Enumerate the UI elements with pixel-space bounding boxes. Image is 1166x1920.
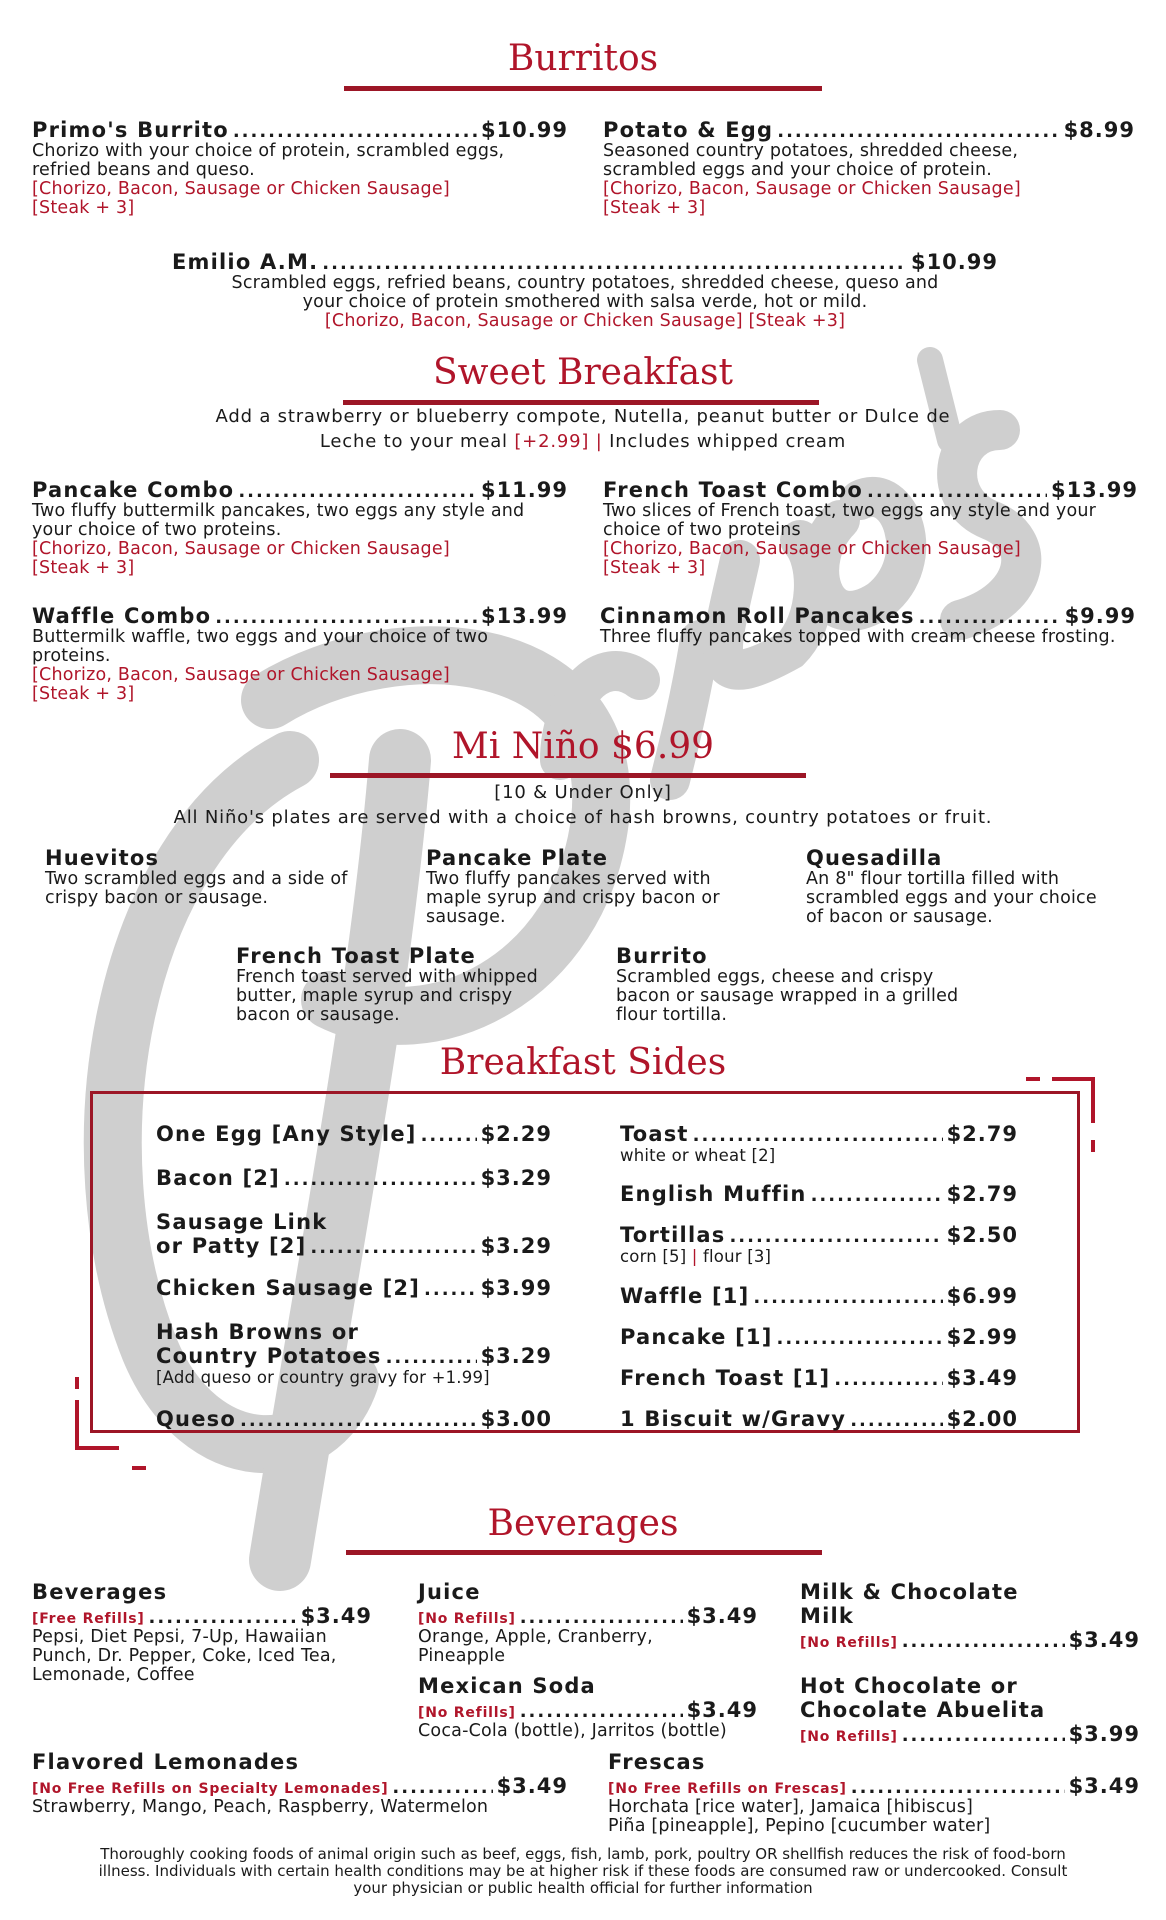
side-item-pancake <box>620 1325 1018 1349</box>
leader-dots <box>240 1410 477 1431</box>
item-name: Chicken Sausage [2] <box>156 1276 421 1300</box>
item-name: French Toast Plate <box>236 944 476 968</box>
menu-item-huevitos <box>45 846 375 908</box>
leader-dots <box>902 1725 1065 1746</box>
menu-item-waffle-combo <box>32 604 568 704</box>
leader-dots <box>520 1701 683 1722</box>
leader-dots <box>867 481 1047 502</box>
beverage-item-juice <box>418 1580 758 1666</box>
item-name-line1: Sausage Link <box>156 1210 328 1234</box>
burritos-rule <box>344 86 822 91</box>
side-item-french-toast <box>620 1366 1018 1390</box>
note-whipped: Includes whipped cream <box>609 431 847 452</box>
corner-accent-left-dash <box>75 1377 79 1389</box>
item-name: Tortillas <box>620 1223 726 1247</box>
side-item-biscuit-gravy <box>620 1407 1018 1431</box>
menu-item-nino-burrito <box>616 944 976 1025</box>
leader-dots <box>777 121 1059 142</box>
item-upcharge: [Steak + 3] <box>603 558 706 578</box>
item-name: 1 Biscuit w/Gravy <box>620 1407 847 1431</box>
item-name: Beverages <box>32 1580 168 1604</box>
sides-choice-note: All Niño's plates are served with a choice of hash browns, country potatoes or fruit. <box>173 807 993 828</box>
item-price: $3.49 <box>946 1366 1018 1390</box>
item-price: $3.99 <box>1068 1722 1140 1746</box>
leader-dots <box>233 121 477 142</box>
beverages-title: Beverages <box>487 1503 679 1544</box>
item-name-line1: Milk & Chocolate <box>800 1580 1019 1604</box>
leader-dots <box>811 1185 943 1206</box>
note-text: Leche to your meal <box>319 431 508 452</box>
mi-nino-note <box>0 780 1166 830</box>
item-description: Two fluffy buttermilk pancakes, two eggs any style and your choice of two proteins. <box>32 501 525 540</box>
item-name: Burrito <box>616 944 708 968</box>
leader-dots <box>753 1287 942 1308</box>
leader-dots <box>834 1369 942 1390</box>
beverage-item-flavored-lemonades <box>32 1750 568 1817</box>
leader-dots <box>851 1777 1065 1798</box>
item-options: [Chorizo, Bacon, Sausage or Chicken Sausage] <box>32 539 450 559</box>
item-note: [Add queso or country gravy for +1.99] <box>156 1368 490 1387</box>
mi-nino-rule <box>330 773 806 778</box>
beverages-rule <box>346 1550 822 1555</box>
item-name: Pancake Combo <box>32 478 235 502</box>
corner-accent-top <box>1052 1077 1094 1081</box>
item-name: Queso <box>156 1407 236 1431</box>
item-upcharge: [Steak + 3] <box>32 198 135 218</box>
beverage-item-hot-chocolate <box>800 1674 1140 1746</box>
item-name: French Toast [1] <box>620 1366 831 1390</box>
item-price: $9.99 <box>1064 604 1136 628</box>
item-description: Coca-Cola (bottle), Jarritos (bottle) <box>418 1721 727 1741</box>
leader-dots <box>215 607 477 628</box>
refill-tag: [No Free Refills on Frescas] <box>608 1781 847 1797</box>
item-description: Seasoned country potatoes, shredded cheese, scrambled eggs and your choice of protein. <box>603 141 1019 180</box>
item-price: $3.29 <box>480 1344 552 1368</box>
beverage-item-fountain <box>32 1580 372 1685</box>
item-name-line2: Chocolate Abuelita <box>800 1698 1046 1722</box>
item-name: Emilio A.M. <box>172 250 319 274</box>
item-price: $3.49 <box>1068 1628 1140 1652</box>
item-price: $13.99 <box>480 604 568 628</box>
item-upcharge: [Steak + 3] <box>32 684 135 704</box>
leader-dots <box>386 1347 477 1368</box>
breakfast-sides-title: Breakfast Sides <box>439 1042 727 1083</box>
note-price: [+2.99] <box>514 431 590 452</box>
beverage-item-mexican-soda <box>418 1674 758 1741</box>
leader-dots <box>902 1631 1065 1652</box>
age-limit-note: [10 & Under Only] <box>494 782 672 803</box>
item-name: French Toast Combo <box>603 478 864 502</box>
item-name-line2: Milk <box>800 1604 855 1628</box>
item-options: [Chorizo, Bacon, Sausage or Chicken Sausage] <box>32 665 450 685</box>
item-name: Toast <box>620 1122 689 1146</box>
leader-dots <box>421 1125 477 1146</box>
menu-item-emilio-am <box>172 250 998 331</box>
sweet-breakfast-title: Sweet Breakfast <box>433 352 733 393</box>
mi-nino-title: Mi Niño $6.99 <box>451 726 715 767</box>
item-price: $2.79 <box>946 1122 1018 1146</box>
refill-tag: [No Refills] <box>418 1611 516 1627</box>
item-price: $2.29 <box>480 1122 552 1146</box>
item-description: Strawberry, Mango, Peach, Raspberry, Watermelon <box>32 1797 489 1817</box>
side-item-chicken-sausage <box>156 1276 552 1300</box>
side-item-sausage <box>156 1210 552 1258</box>
menu-item-primos-burrito <box>32 118 568 218</box>
item-description: Two fluffy pancakes served with maple syrup and crispy bacon or sausage. <box>426 869 720 927</box>
item-name: Cinnamon Roll Pancakes <box>600 604 915 628</box>
leader-dots <box>310 1237 476 1258</box>
leader-dots <box>238 481 477 502</box>
item-name: Waffle [1] <box>620 1284 750 1308</box>
item-description: Chorizo with your choice of protein, scrambled eggs, refried beans and queso. <box>32 141 505 180</box>
item-name: Mexican Soda <box>418 1674 596 1698</box>
item-name: Juice <box>418 1580 481 1604</box>
item-price: $8.99 <box>1063 118 1135 142</box>
item-description: Two scrambled eggs and a side of crispy bacon or sausage. <box>45 869 348 908</box>
item-price: $3.49 <box>1068 1774 1140 1798</box>
menu-item-pancake-combo <box>32 478 568 578</box>
item-price: $11.99 <box>480 478 568 502</box>
item-description-line2: Piña [pineapple], Pepino [cucumber water] <box>608 1816 991 1836</box>
leader-dots <box>777 1328 943 1349</box>
leader-dots <box>693 1125 943 1146</box>
item-price: $2.50 <box>946 1223 1018 1247</box>
side-item-queso <box>156 1407 552 1431</box>
item-name: Flavored Lemonades <box>32 1750 300 1774</box>
item-name: Pancake Plate <box>426 846 609 870</box>
item-name-line1: Hot Chocolate or <box>800 1674 1018 1698</box>
item-upcharge: [Steak + 3] <box>32 558 135 578</box>
item-options: [Chorizo, Bacon, Sausage or Chicken Sausage] <box>603 179 1021 199</box>
leader-dots <box>149 1607 297 1628</box>
item-description-line2: your choice of protein smothered with salsa verde, hot or mild. <box>302 292 868 312</box>
burritos-title: Burritos <box>507 38 659 79</box>
refill-tag: [No Refills] <box>800 1635 898 1651</box>
item-description: French toast served with whipped butter, maple syrup and crispy bacon or sausage. <box>236 967 538 1025</box>
menu-item-potato-egg <box>603 118 1135 218</box>
side-item-waffle <box>620 1284 1018 1308</box>
corner-accent-right-dash <box>1091 1140 1095 1152</box>
item-name: English Muffin <box>620 1182 807 1206</box>
item-name: Pancake [1] <box>620 1325 773 1349</box>
corner-accent-bottom-dash <box>132 1466 146 1470</box>
leader-dots <box>392 1777 492 1798</box>
note-line2 <box>0 429 1166 454</box>
item-description-line1: Horchata [rice water], Jamaica [hibiscus] <box>608 1797 974 1817</box>
refill-tag: [No Free Refills on Specialty Lemonades] <box>32 1781 389 1797</box>
menu-item-pancake-plate <box>426 846 766 927</box>
item-description: Three fluffy pancakes topped with cream cheese frosting. <box>600 627 1116 647</box>
item-name: One Egg [Any Style] <box>156 1122 417 1146</box>
item-options: [Chorizo, Bacon, Sausage or Chicken Sausage] <box>32 179 450 199</box>
item-price: $10.99 <box>910 250 998 274</box>
item-name: Potato & Egg <box>603 118 774 142</box>
side-item-toast <box>620 1122 1018 1165</box>
leader-dots <box>424 1279 477 1300</box>
refill-tag: [No Refills] <box>800 1729 898 1745</box>
item-price: $3.29 <box>480 1234 552 1258</box>
item-description: Pepsi, Diet Pepsi, 7-Up, Hawaiian Punch, Dr. Pepper, Coke, Iced Tea, Lemonade, Coffee <box>32 1627 337 1685</box>
item-price: $3.49 <box>686 1698 758 1722</box>
corner-accent-right <box>1091 1077 1095 1123</box>
item-price: $2.00 <box>946 1407 1018 1431</box>
leader-dots <box>284 1169 477 1190</box>
item-name: Quesadilla <box>806 846 943 870</box>
item-name-line2: or Patty [2] <box>156 1234 307 1258</box>
menu-item-cinnamon-roll-pancakes <box>600 604 1136 647</box>
item-description: An 8" flour tortilla filled with scrambled eggs and your choice of bacon or sausage. <box>806 869 1097 927</box>
item-name: Huevitos <box>45 846 160 870</box>
flour-count: flour [3] <box>703 1247 772 1266</box>
item-price: $3.29 <box>480 1166 552 1190</box>
leader-dots <box>520 1607 683 1628</box>
item-price: $3.49 <box>300 1604 372 1628</box>
leader-dots <box>919 607 1061 628</box>
side-item-tortillas <box>620 1223 1018 1266</box>
beverage-item-milk <box>800 1580 1140 1652</box>
item-note: white or wheat [2] <box>620 1146 776 1165</box>
item-price: $2.79 <box>946 1182 1018 1206</box>
item-description: Two slices of French toast, two eggs any style and your choice of two proteins <box>603 501 1097 540</box>
corner-accent-left <box>75 1400 79 1448</box>
side-item-bacon <box>156 1166 552 1190</box>
food-safety-disclaimer: Thoroughly cooking foods of animal origin such as beef, eggs, fish, lamb, pork, poultry OR shellfish reduces the risk of food-born illness. Individuals with certain health conditions may be at higher risk if these foods are consumed raw or undercooked. Consult your physician or public health official for further information <box>98 1845 1068 1897</box>
item-name: Primo's Burrito <box>32 118 229 142</box>
item-name-line2: Country Potatoes <box>156 1344 382 1368</box>
beverage-item-frescas <box>608 1750 1140 1836</box>
sweet-breakfast-note <box>0 404 1166 454</box>
item-name: Waffle Combo <box>32 604 212 628</box>
corn-count: corn [5] <box>620 1247 687 1266</box>
leader-dots <box>729 1226 942 1247</box>
item-price: $13.99 <box>1050 478 1138 502</box>
item-price: $3.99 <box>480 1276 552 1300</box>
menu-item-french-toast-combo <box>603 478 1138 578</box>
item-options: [Chorizo, Bacon, Sausage or Chicken Sausage] [Steak +3] <box>324 311 846 331</box>
corner-accent-top-dash <box>1026 1077 1040 1081</box>
corner-accent-bottom <box>75 1446 119 1450</box>
item-price: $10.99 <box>480 118 568 142</box>
note-separator: | <box>691 1247 698 1266</box>
item-price: $3.49 <box>496 1774 568 1798</box>
item-price: $6.99 <box>946 1284 1018 1308</box>
refill-tag: [Free Refills] <box>32 1611 145 1627</box>
leader-dots <box>322 253 907 274</box>
side-item-english-muffin <box>620 1182 1018 1206</box>
item-description: Buttermilk waffle, two eggs and your choice of two proteins. <box>32 627 489 666</box>
item-name-line1: Hash Browns or <box>156 1320 360 1344</box>
item-note <box>620 1247 1018 1266</box>
item-name: Bacon [2] <box>156 1166 280 1190</box>
item-options: [Chorizo, Bacon, Sausage or Chicken Sausage] <box>603 539 1021 559</box>
menu-item-quesadilla <box>806 846 1106 927</box>
item-upcharge: [Steak + 3] <box>603 198 706 218</box>
side-item-hash-browns <box>156 1320 552 1387</box>
note-separator: | <box>595 431 603 452</box>
menu-item-french-toast-plate <box>236 944 546 1025</box>
item-description: Orange, Apple, Cranberry, Pineapple <box>418 1627 653 1666</box>
side-item-one-egg <box>156 1122 552 1146</box>
item-description: Scrambled eggs, cheese and crispy bacon or sausage wrapped in a grilled flour tortilla. <box>616 967 959 1025</box>
item-name: Frescas <box>608 1750 706 1774</box>
item-description-line1: Scrambled eggs, refried beans, country potatoes, shredded cheese, queso and <box>231 273 939 293</box>
leader-dots <box>850 1410 942 1431</box>
item-price: $3.49 <box>686 1604 758 1628</box>
refill-tag: [No Refills] <box>418 1705 516 1721</box>
item-price: $3.00 <box>480 1407 552 1431</box>
item-price: $2.99 <box>946 1325 1018 1349</box>
note-line1: Add a strawberry or blueberry compote, Nutella, peanut butter or Dulce de <box>215 406 951 427</box>
